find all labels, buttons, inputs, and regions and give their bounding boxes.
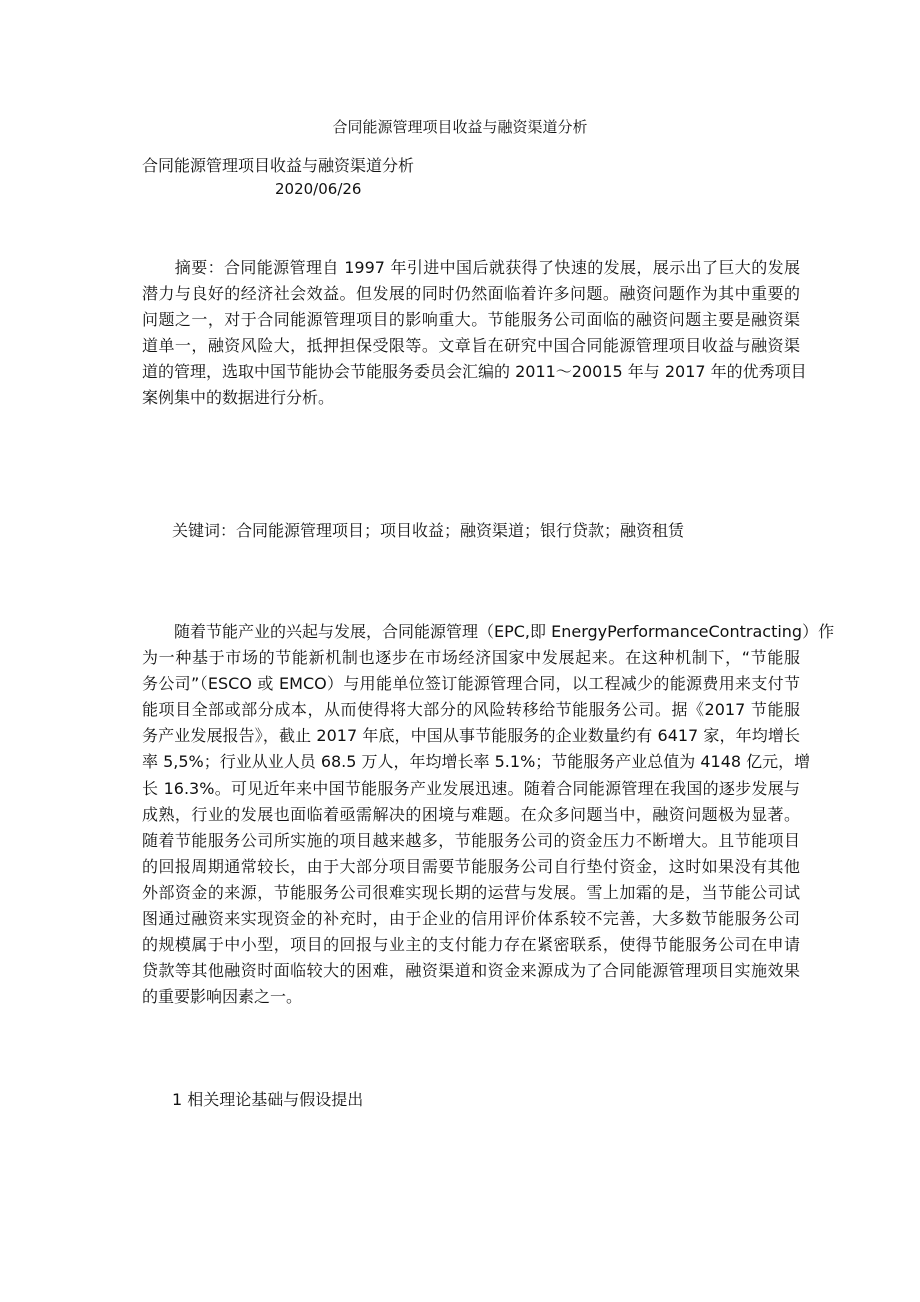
body-line: 成熟，行业的发展也面临着亟需解决的困境与难题。在众多问题当中，融资问题极为显著。 bbox=[142, 804, 800, 824]
document-date: 2020/06/26 bbox=[275, 180, 362, 198]
body-line: 率 5,5%；行业从业人员 68.5 万人，年均增长率 5.1%；节能服务产业总值为 4148 亿元，增 bbox=[142, 752, 811, 772]
abstract-line: 道单一，融资风险大，抵押担保受限等。文章旨在研究中国合同能源管理项目收益与融资渠 bbox=[142, 336, 800, 356]
body-line: 的回报周期通常较长，由于大部分项目需要节能服务公司自行垫付资金，这时如果没有其他 bbox=[142, 856, 800, 876]
abstract-line: 潜力与良好的经济社会效益。但发展的同时仍然面临着许多问题。融资问题作为其中重要的 bbox=[142, 284, 800, 304]
abstract-line: 摘要：合同能源管理自 1997 年引进中国后就获得了快速的发展，展示出了巨大的发展 bbox=[142, 258, 800, 277]
section-heading: 1 相关理论基础与假设提出 bbox=[172, 1090, 364, 1109]
body-line: 贷款等其他融资时面临较大的困难，融资渠道和资金来源成为了合同能源管理项目实施效果 bbox=[142, 961, 800, 981]
abstract-line: 案例集中的数据进行分析。 bbox=[142, 388, 335, 408]
body-line: 为一种基于市场的节能新机制也逐步在市场经济国家中发展起来。在这种机制下，“节能服 bbox=[142, 648, 800, 668]
document-subtitle: 合同能源管理项目收益与融资渠道分析 bbox=[142, 156, 415, 175]
body-line: 随着节能产业的兴起与发展，合同能源管理（EPC,即 EnergyPerformanceContracting）作 bbox=[142, 622, 835, 641]
body-line: 务公司”（ESCO 或 EMCO）与用能单位签订能源管理合同，以工程减少的能源费用来支付节 bbox=[142, 674, 800, 694]
body-line: 的重要影响因素之一。 bbox=[142, 987, 303, 1007]
body-line: 外部资金的来源，节能服务公司很难实现长期的运营与发展。雪上加霜的是，当节能公司试 bbox=[142, 882, 800, 902]
body-line: 的规模属于中小型，项目的回报与业主的支付能力存在紧密联系，使得节能服务公司在申请 bbox=[142, 935, 800, 955]
body-line: 随着节能服务公司所实施的项目越来越多，节能服务公司的资金压力不断增大。且节能项目 bbox=[142, 830, 800, 850]
body-line: 长 16.3%。可见近年来中国节能服务产业发展迅速。随着合同能源管理在我国的逐步发展与 bbox=[142, 778, 800, 798]
body-line: 务产业发展报告》，截止 2017 年底，中国从事节能服务的企业数量约有 6417 家，年均增长 bbox=[142, 726, 800, 746]
keywords: 关键词：合同能源管理项目；项目收益；融资渠道；银行贷款；融资租赁 bbox=[172, 521, 685, 540]
abstract-line: 问题之一，对于合同能源管理项目的影响重大。节能服务公司面临的融资问题主要是融资渠 bbox=[142, 310, 800, 330]
abstract-line: 道的管理，选取中国节能协会节能服务委员会汇编的 2011～20015 年与 2017 年的优秀项目 bbox=[142, 362, 807, 382]
abstract-paragraph bbox=[142, 255, 807, 412]
body-paragraph bbox=[142, 619, 835, 1010]
body-line: 能项目全部或部分成本，从而使得将大部分的风险转移给节能服务公司。据《2017 节能服 bbox=[142, 700, 800, 720]
body-line: 图通过融资来实现资金的补充时，由于企业的信用评价体系较不完善，大多数节能服务公司 bbox=[142, 909, 800, 929]
document-title: 合同能源管理项目收益与融资渠道分析 bbox=[332, 118, 588, 136]
